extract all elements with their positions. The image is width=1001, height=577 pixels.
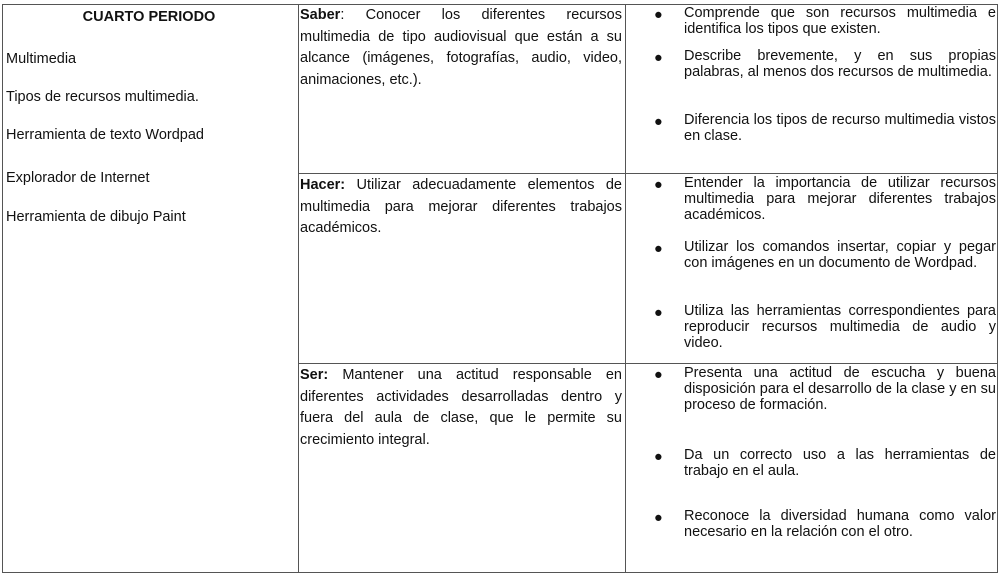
indicator-item: [684, 303, 996, 351]
topic-item: Herramienta de dibujo Paint: [6, 209, 186, 225]
row-divider-1: [298, 173, 998, 174]
objective-separator: :: [340, 7, 345, 23]
indicator-text: Describe brevemente, y en sus propias palabras, al menos dos recursos de multimedia.: [684, 48, 996, 80]
indicator-text: Comprende que son recursos multimedia e identifica los tipos que existen.: [684, 5, 996, 37]
bullet-icon: ●: [654, 7, 663, 23]
indicator-item: [684, 365, 996, 447]
indicator-text: Presenta una actitud de escucha y buena disposición para el desarrollo de la clase y en su proceso de formación.: [684, 365, 996, 413]
indicator-item: [684, 112, 996, 144]
bullet-icon: ●: [654, 50, 663, 66]
indicator-item: [684, 48, 996, 112]
indicators-ser: [684, 365, 996, 571]
objective-text: Mantener una actitud responsable en diferentes actividades desarrolladas dentro y fuera del aula de clase, que le permite su crecimiento integral.: [300, 367, 622, 448]
indicators-saber: [684, 5, 996, 173]
indicator-text: Da un correcto uso a las herramientas de trabajo en el aula.: [684, 447, 996, 479]
bullet-icon: ●: [654, 449, 663, 465]
indicator-item: [684, 508, 996, 540]
indicator-item: [684, 447, 996, 508]
objective-text: Utilizar adecuadamente elementos de multimedia para mejorar diferentes trabajos académicos.: [300, 177, 622, 236]
objective-saber: [300, 5, 622, 91]
table-border-bottom: [2, 572, 998, 573]
indicator-item: [684, 5, 996, 48]
indicator-text: Utilizar los comandos insertar, copiar y pegar con imágenes en un documento de Wordpad.: [684, 239, 996, 271]
row-divider-2: [298, 363, 998, 364]
bullet-icon: ●: [654, 114, 663, 130]
topic-item: Tipos de recursos multimedia.: [6, 89, 199, 105]
topic-item: Multimedia: [6, 51, 77, 67]
bullet-icon: ●: [654, 367, 663, 383]
objective-label: Hacer:: [300, 177, 346, 193]
objective-ser: [300, 365, 622, 451]
objective-label: Saber: [300, 7, 341, 23]
indicator-text: Reconoce la diversidad humana como valor necesario en la relación con el otro.: [684, 508, 996, 540]
table-border-left: [2, 4, 3, 573]
column-divider-1: [298, 4, 299, 573]
table-border-right: [997, 4, 998, 573]
objective-label: Ser:: [300, 367, 329, 383]
indicator-text: Entender la importancia de utilizar recursos multimedia para mejorar diferentes trabajos académicos.: [684, 175, 996, 223]
indicators-hacer: [684, 175, 996, 363]
indicator-item: [684, 175, 996, 239]
objective-text: Conocer los diferentes recursos multimedia de tipo audiovisual que están a su alcance (imágenes, fotografías, audio, video, animaciones, etc.).: [300, 7, 622, 88]
bullet-icon: ●: [654, 510, 663, 526]
topic-item: Explorador de Internet: [6, 170, 150, 186]
indicator-text: Utiliza las herramientas correspondientes para reproducir recursos multimedia de audio y video.: [684, 303, 996, 351]
objective-hacer: [300, 175, 622, 240]
topic-item: Herramienta de texto Wordpad: [6, 127, 205, 143]
bullet-icon: ●: [654, 241, 663, 257]
bullet-icon: ●: [654, 305, 663, 321]
bullet-icon: ●: [654, 177, 663, 193]
indicator-text: Diferencia los tipos de recurso multimedia vistos en clase.: [684, 112, 996, 144]
period-title: CUARTO PERIODO: [82, 9, 216, 25]
indicator-item: [684, 239, 996, 303]
column-divider-2: [625, 4, 626, 573]
